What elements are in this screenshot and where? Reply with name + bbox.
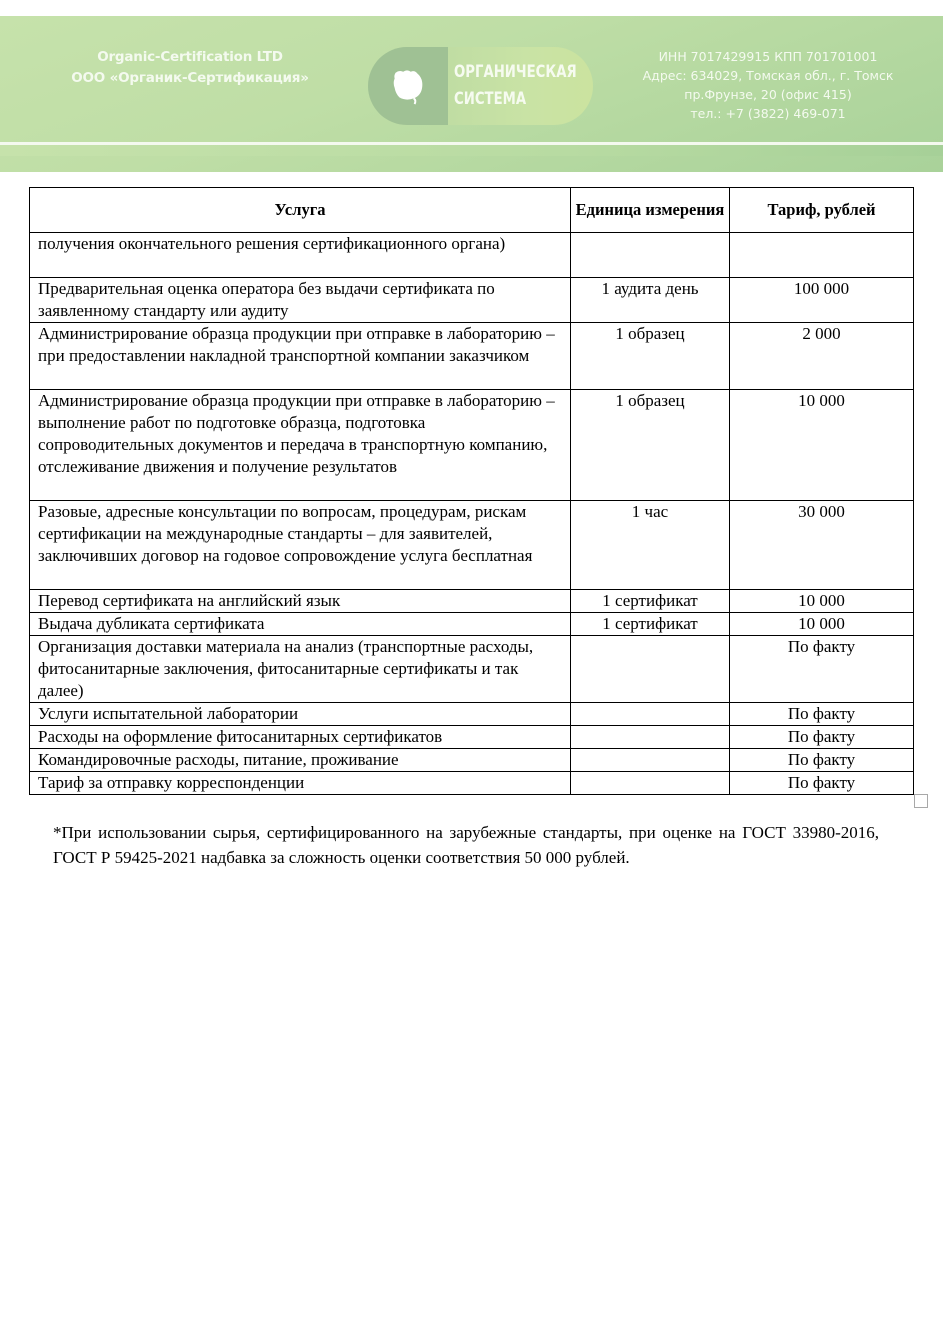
unit-cell: 1 сертификат: [571, 590, 730, 613]
service-cell: Тариф за отправку корреспонденции: [30, 772, 571, 795]
table-row: [30, 772, 914, 795]
table-resize-handle[interactable]: [914, 794, 928, 808]
service-cell: Администрирование образца продукции при отправке в лабораторию – выполнение работ по подготовке образца, подготовка сопроводительных документов и передача в транспортную компанию, отслеживание движения и получение результатов: [30, 390, 571, 501]
service-cell: Предварительная оценка оператора без выдачи сертификата по заявленному стандарту или аудиту: [30, 278, 571, 323]
tariff-cell: По факту: [730, 703, 914, 726]
unit-cell: 1 сертификат: [571, 613, 730, 636]
address-line1: Адрес: 634029, Томская обл., г. Томск: [642, 68, 894, 83]
column-header-service: Услуга: [30, 188, 571, 233]
table-row: [30, 636, 914, 703]
logo-text-line1: ОРГАНИЧЕСКАЯ: [454, 62, 577, 82]
unit-cell: [571, 233, 730, 278]
unit-cell: [571, 636, 730, 703]
service-cell: Разовые, адресные консультации по вопросам, процедурам, рискам сертификации на международные стандарты – для заявителей, заключивших договор на годовое сопровождение услуга бесплатная: [30, 501, 571, 590]
column-header-unit: Единица измерения: [571, 188, 730, 233]
table-row: [30, 501, 914, 590]
service-cell: Перевод сертификата на английский язык: [30, 590, 571, 613]
table-row: [30, 323, 914, 390]
unit-cell: 1 образец: [571, 390, 730, 501]
tariff-cell: 10 000: [730, 613, 914, 636]
table-row: [30, 726, 914, 749]
address-line2: пр.Фрунзе, 20 (офис 415): [684, 87, 852, 102]
tariff-cell: По факту: [730, 636, 914, 703]
table-row: [30, 749, 914, 772]
table-row: [30, 278, 914, 323]
company-name-ru: ООО «Органик-Сертификация»: [71, 70, 309, 86]
tariff-cell: По факту: [730, 772, 914, 795]
tariff-cell: 10 000: [730, 390, 914, 501]
service-cell: Расходы на оформление фитосанитарных сертификатов: [30, 726, 571, 749]
tariff-cell: [730, 233, 914, 278]
unit-cell: [571, 772, 730, 795]
company-name-en: Organic-Certification LTD: [97, 49, 283, 65]
service-cell: Администрирование образца продукции при отправке в лабораторию – при предоставлении накладной транспортной компании заказчиком: [30, 323, 571, 390]
letterhead-bottom-band: [0, 145, 943, 156]
service-cell: получения окончательного решения сертификационного органа): [30, 233, 571, 278]
unit-cell: [571, 726, 730, 749]
unit-cell: [571, 749, 730, 772]
service-cell: Командировочные расходы, питание, проживание: [30, 749, 571, 772]
logo-text-line2: СИСТЕМА: [454, 89, 527, 109]
price-table: [29, 187, 914, 795]
unit-cell: [571, 703, 730, 726]
service-cell: Услуги испытательной лаборатории: [30, 703, 571, 726]
phone: тел.: +7 (3822) 469-071: [690, 106, 846, 121]
logo: [368, 47, 593, 125]
tax-ids: ИНН 7017429915 КПП 701701001: [658, 49, 878, 64]
table-row: [30, 233, 914, 278]
table-row: [30, 390, 914, 501]
service-cell: Выдача дубликата сертификата: [30, 613, 571, 636]
unit-cell: 1 образец: [571, 323, 730, 390]
tariff-cell: 10 000: [730, 590, 914, 613]
service-cell: Организация доставки материала на анализ (транспортные расходы, фитосанитарные заключения, фитосанитарные сертификаты и так далее): [30, 636, 571, 703]
column-header-tariff: Тариф, рублей: [730, 188, 914, 233]
logo-badge: [368, 47, 447, 125]
tariff-cell: 30 000: [730, 501, 914, 590]
logo-text: [454, 59, 577, 113]
table-row: [30, 703, 914, 726]
leaf-icon: [388, 67, 426, 105]
unit-cell: 1 час: [571, 501, 730, 590]
table-row: [30, 590, 914, 613]
footnote: *При использовании сырья, сертифицированного на зарубежные стандарты, при оценке на ГОСТ 33980-2016, ГОСТ Р 59425-2021 надбавка за сложность оценки соответствия 50 000 рублей.: [53, 823, 879, 867]
unit-cell: 1 аудита день: [571, 278, 730, 323]
table-header-row: [30, 188, 914, 233]
tariff-cell: По факту: [730, 749, 914, 772]
table-row: [30, 613, 914, 636]
company-contacts: [628, 47, 908, 123]
tariff-cell: 2 000: [730, 323, 914, 390]
tariff-cell: 100 000: [730, 278, 914, 323]
company-name: [40, 47, 340, 89]
tariff-cell: По факту: [730, 726, 914, 749]
